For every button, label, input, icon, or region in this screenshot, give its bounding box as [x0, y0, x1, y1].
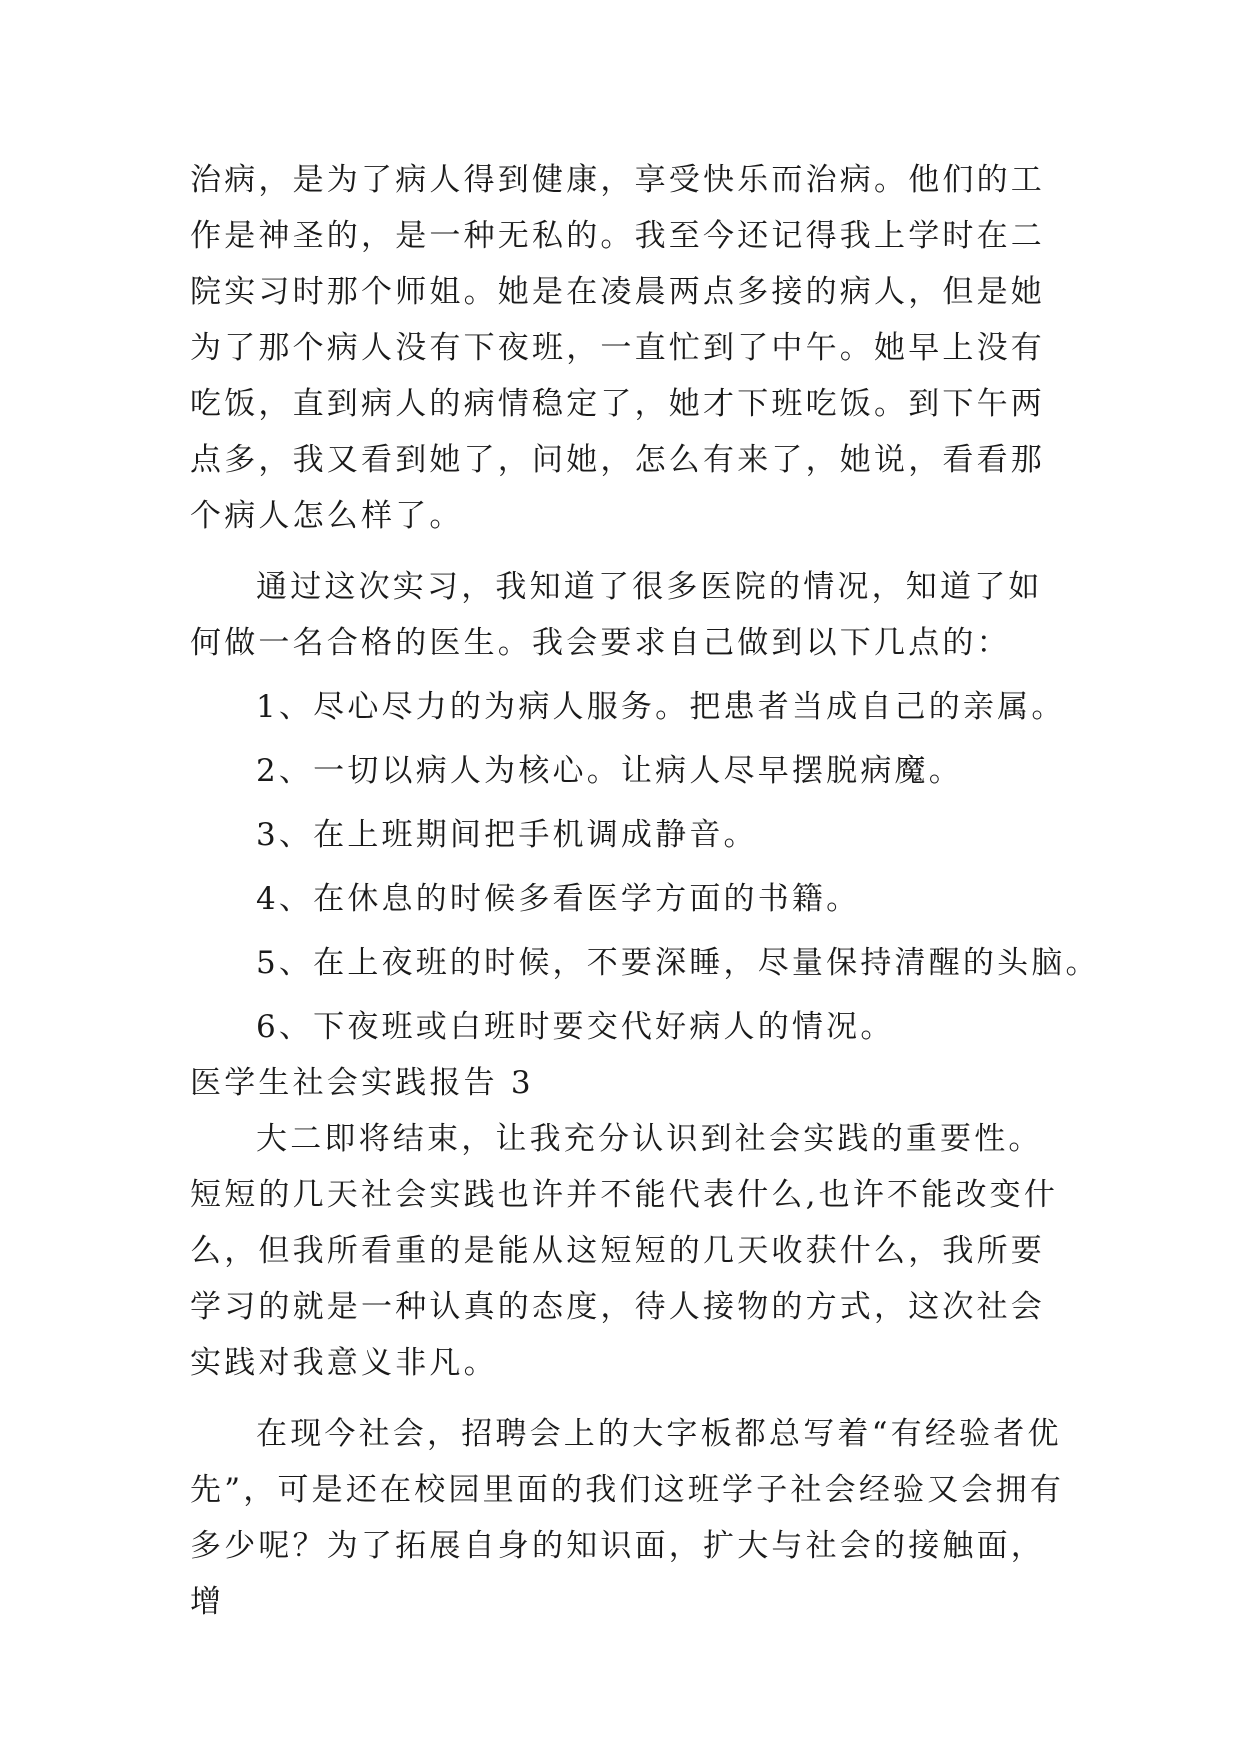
document-body	[190, 152, 1100, 1630]
list-item: 4、在休息的时候多看医学方面的书籍。	[256, 881, 861, 917]
paragraph: 治病，是为了病人得到健康，享受快乐而治病。他们的工作是神圣的，是一种无私的。我至今还记得我上学时在二院实习时那个师姐。她是在凌晨两点多接的病人，但是她为了那个病人没有下夜班，一直忙到了中午。她早上没有吃饭，直到病人的病情稳定了，她才下班吃饭。到下午两点多，我又看到她了，问她，怎么有来了，她说，看看那个病人怎么样了。	[190, 162, 1045, 534]
list-item: 1、尽心尽力的为病人服务。把患者当成自己的亲属。	[256, 689, 1066, 725]
list-item: 5、在上夜班的时候，不要深睡，尽量保持清醒的头脑。	[256, 945, 1100, 981]
list-item: 2、一切以病人为核心。让病人尽早摆脱病魔。	[256, 753, 963, 789]
paragraph: 在现今社会，招聘会上的大字板都总写着“有经验者优先”，可是还在校园里面的我们这班学子社会经验又会拥有多少呢？为了拓展自身的知识面，扩大与社会的接触面，增	[190, 1416, 1065, 1620]
section-heading: 医学生社会实践报告 3	[190, 1065, 534, 1101]
list-item: 3、在上班期间把手机调成静音。	[256, 817, 758, 853]
paragraph: 通过这次实习，我知道了很多医院的情况，知道了如何做一名合格的医生。我会要求自己做到以下几点的：	[190, 569, 1043, 661]
list-item: 6、下夜班或白班时要交代好病人的情况。	[256, 1009, 895, 1045]
paragraph: 大二即将结束，让我充分认识到社会实践的重要性。短短的几天社会实践也许并不能代表什么,也许不能改变什么，但我所看重的是能从这短短的几天收获什么，我所要学习的就是一种认真的态度，待人接物的方式，这次社会实践对我意义非凡。	[190, 1121, 1059, 1381]
